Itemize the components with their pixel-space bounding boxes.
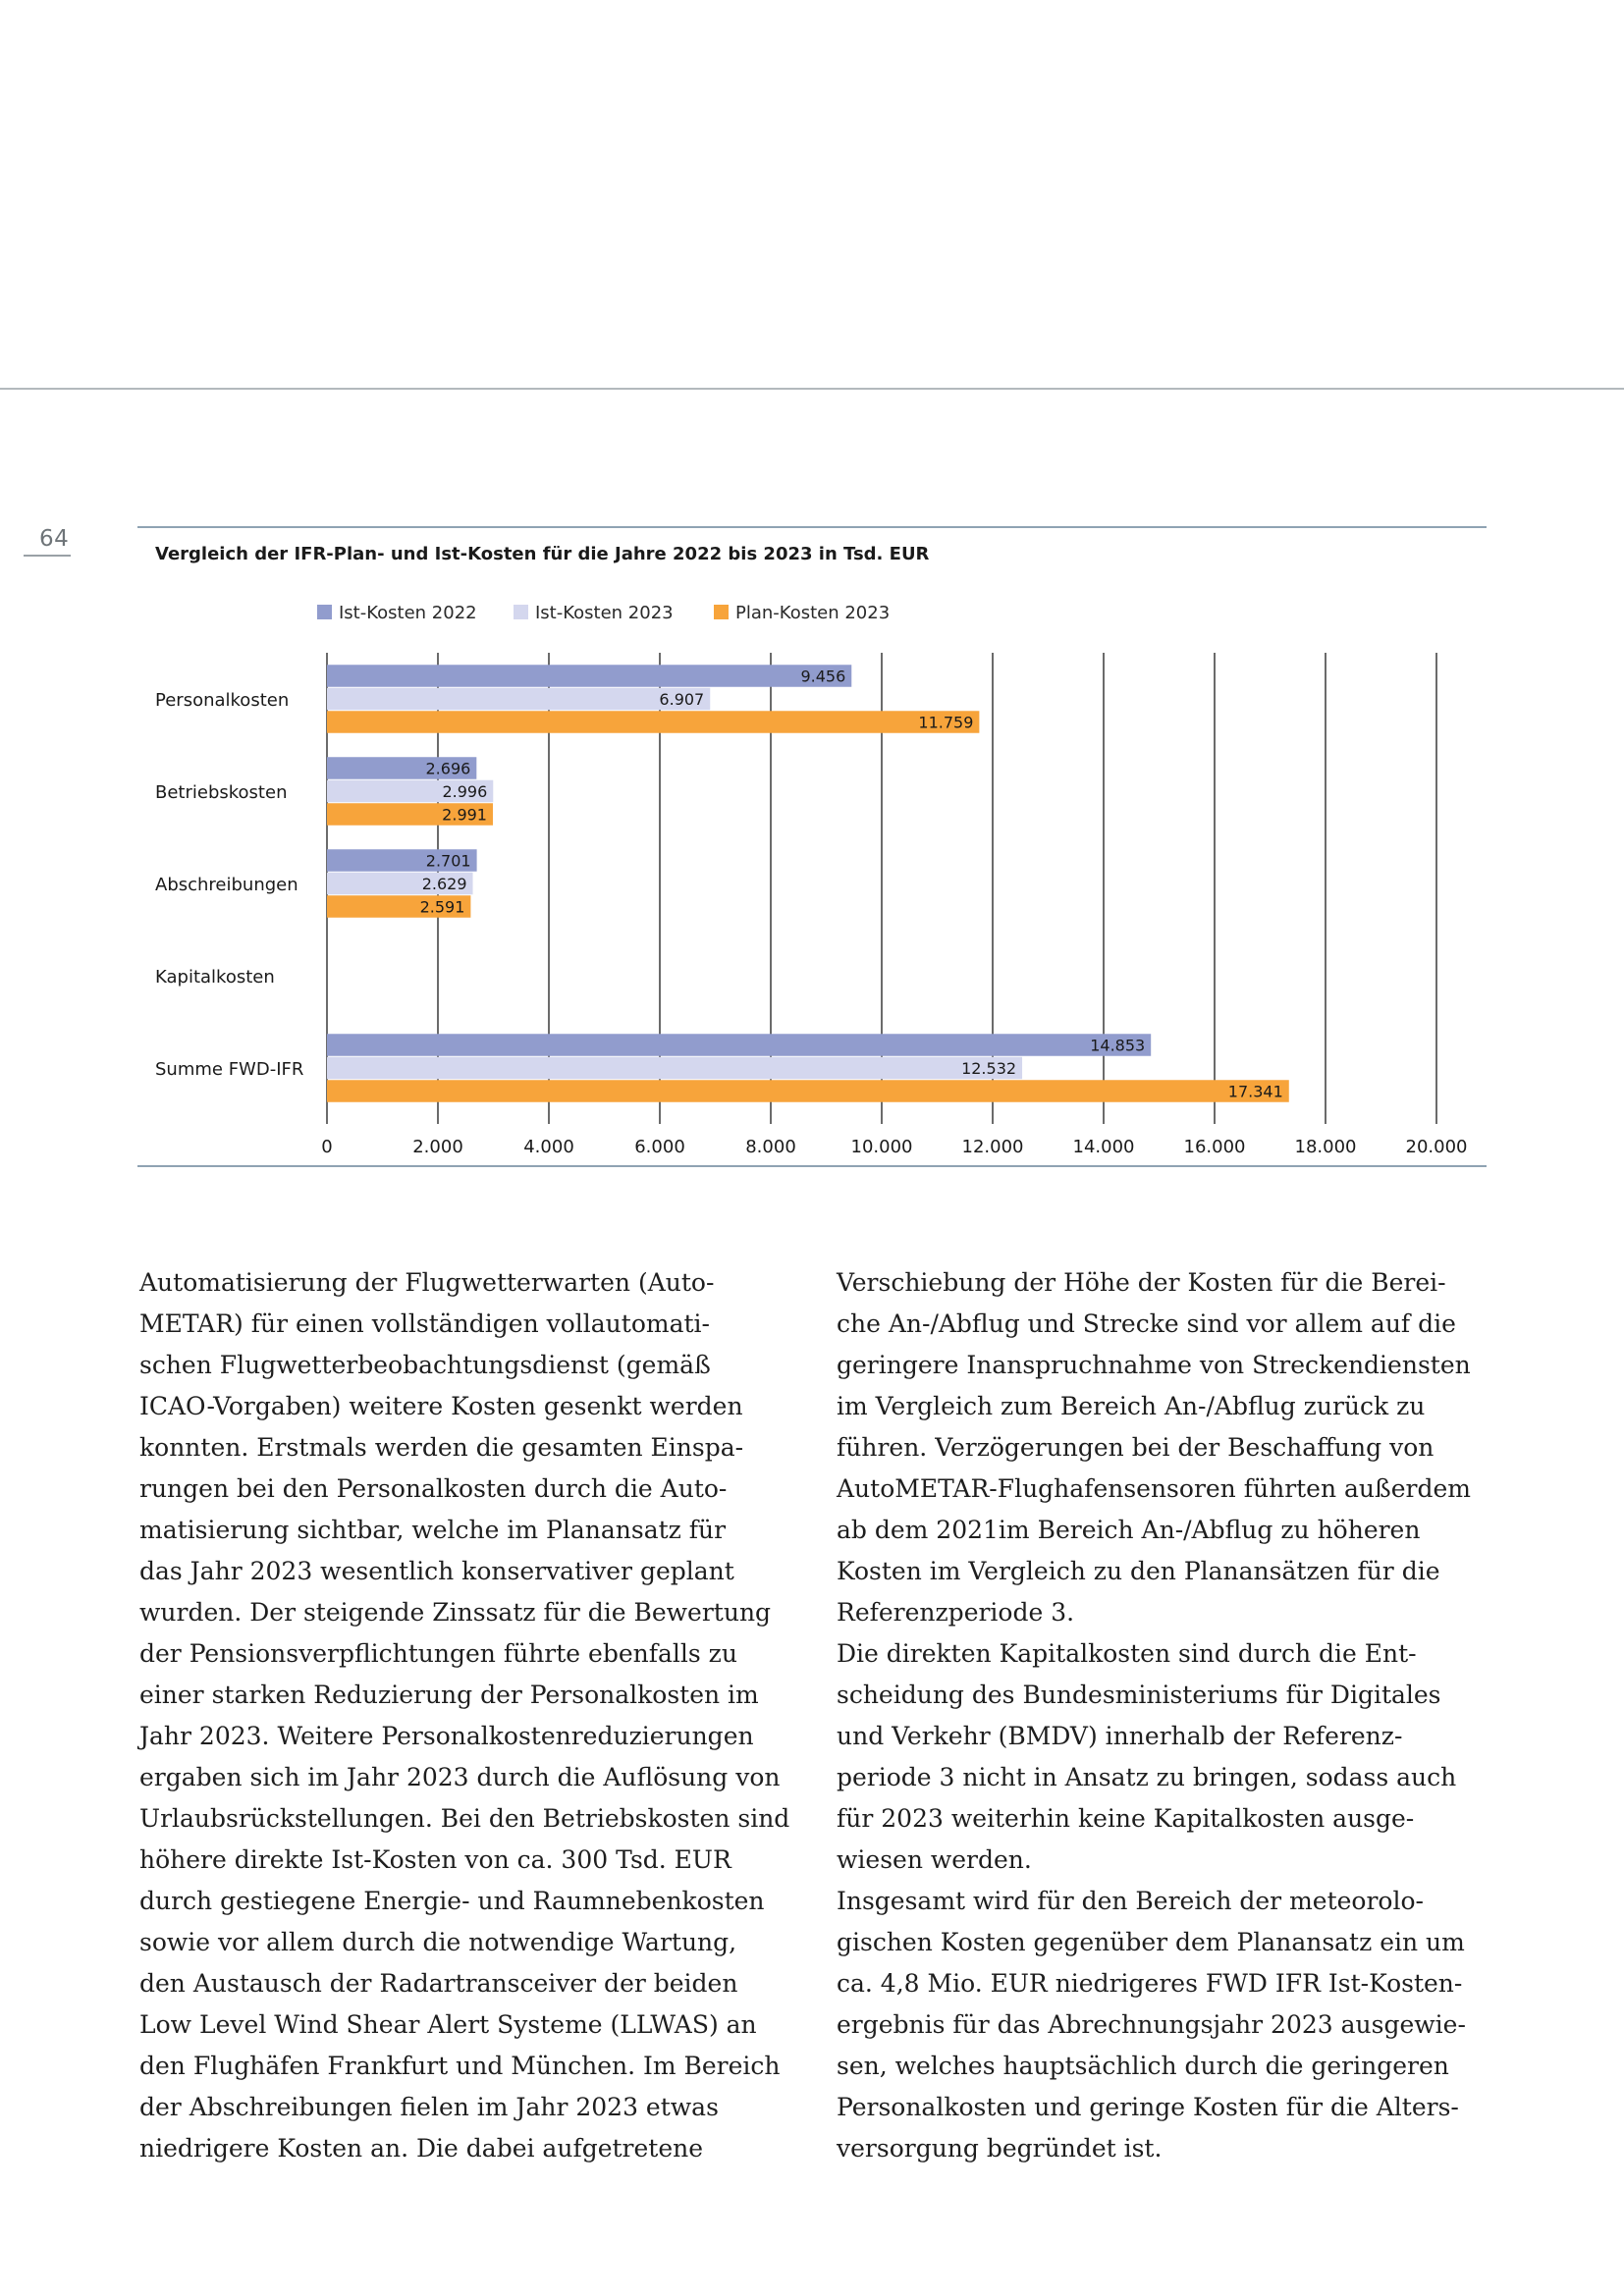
- bar-value-label: 2.991: [442, 805, 487, 825]
- page-number: 64: [39, 526, 70, 552]
- text-line: gischen Kosten gegenüber dem Planansatz ein um: [837, 1928, 1465, 1956]
- text-line: Personalkosten und geringe Kosten für die Alters-: [837, 2093, 1459, 2121]
- category-label: Summe FWD-IFR: [155, 1059, 304, 1080]
- bar-value-label: 6.907: [659, 690, 705, 709]
- bar-chart: [137, 579, 1487, 1164]
- text-line: für 2023 weiterhin keine Kapitalkosten ausge-: [837, 1804, 1415, 1833]
- bar: [327, 1080, 1289, 1102]
- chart-legend: [317, 603, 890, 623]
- text-line: ab dem 2021im Bereich An-/Abflug zu höheren: [837, 1516, 1421, 1544]
- category-label: Betriebskosten: [155, 782, 288, 803]
- page-number-underline: [24, 555, 71, 557]
- text-line: rungen bei den Personalkosten durch die Auto-: [139, 1474, 728, 1503]
- x-tick-label: 6.000: [634, 1137, 685, 1157]
- text-line: höhere direkte Ist-Kosten von ca. 300 Tsd. EUR: [139, 1845, 731, 1874]
- text-line: matisierung sichtbar, welche im Planansatz für: [139, 1516, 727, 1544]
- text-line: durch gestiegene Energie- und Raumnebenkosten: [139, 1887, 765, 1915]
- bar-value-label: 2.701: [425, 851, 471, 871]
- legend-item: [514, 603, 674, 623]
- text-line: der Pensionsverpflichtungen führte ebenfalls zu: [139, 1639, 737, 1668]
- text-line: konnten. Erstmals werden die gesamten Einspa-: [139, 1433, 744, 1462]
- category-label: Personalkosten: [155, 690, 290, 711]
- header-divider: [0, 388, 1624, 390]
- x-tick-label: 16.000: [1183, 1137, 1246, 1157]
- chart-title: Vergleich der IFR-Plan- und Ist-Kosten für die Jahre 2022 bis 2023 in Tsd. EUR: [155, 544, 930, 564]
- bar: [327, 1034, 1151, 1056]
- text-line: Die direkten Kapitalkosten sind durch die Ent-: [837, 1639, 1417, 1668]
- text-line: ergebnis für das Abrechnungsjahr 2023 ausgewie-: [837, 2010, 1466, 2039]
- bar: [327, 1057, 1022, 1080]
- x-tick-label: 2.000: [412, 1137, 463, 1157]
- text-line: niedrigere Kosten an. Die dabei aufgetretene: [139, 2134, 704, 2163]
- text-line: im Vergleich zum Bereich An-/Abflug zurück zu: [837, 1392, 1426, 1420]
- bar-value-label: 2.996: [442, 782, 488, 801]
- text-line: wurden. Der steigende Zinssatz für die Bewertung: [139, 1598, 772, 1627]
- text-line: den Austausch der Radartransceiver der beiden: [139, 1969, 738, 1998]
- x-tick-label: 20.000: [1405, 1137, 1468, 1157]
- text-line: Jahr 2023. Weitere Personalkostenreduzierungen: [139, 1722, 754, 1750]
- bar-value-label: 17.341: [1227, 1082, 1283, 1101]
- text-line: Automatisierung der Flugwetterwarten (Auto-: [139, 1268, 715, 1297]
- text-line: METAR) für einen vollständigen vollautomati-: [139, 1309, 710, 1338]
- legend-label: Ist-Kosten 2022: [339, 603, 477, 623]
- text-line: ICAO-Vorgaben) weitere Kosten gesenkt werden: [139, 1392, 743, 1420]
- text-line: Referenzperiode 3.: [837, 1598, 1075, 1627]
- bar-value-label: 2.591: [419, 897, 465, 917]
- chart-bottom-rule: [137, 1165, 1487, 1167]
- category-label: Kapitalkosten: [155, 967, 275, 988]
- category-label: Abschreibungen: [155, 875, 298, 895]
- x-tick-label: 14.000: [1072, 1137, 1135, 1157]
- text-line: führen. Verzögerungen bei der Beschaffung von: [837, 1433, 1435, 1462]
- bar: [327, 665, 851, 687]
- text-line: schen Flugwetterbeobachtungsdienst (gemäß: [139, 1351, 711, 1379]
- bar-value-label: 11.759: [918, 713, 974, 732]
- x-tick-label: 8.000: [745, 1137, 796, 1157]
- text-line: Low Level Wind Shear Alert Systeme (LLWAS) an: [139, 2010, 757, 2039]
- legend-label: Plan-Kosten 2023: [735, 603, 891, 623]
- text-line: Urlaubsrückstellungen. Bei den Betriebskosten sind: [139, 1804, 790, 1833]
- chart-top-rule: [137, 526, 1487, 528]
- text-line: sowie vor allem durch die notwendige Wartung,: [139, 1928, 737, 1956]
- text-line: das Jahr 2023 wesentlich konservativer geplant: [139, 1557, 734, 1585]
- body-text-left-column: [139, 1262, 799, 2169]
- text-line: ergaben sich im Jahr 2023 durch die Auflösung von: [139, 1763, 781, 1791]
- text-line: versorgung begründet ist.: [837, 2134, 1163, 2163]
- bar-value-label: 9.456: [800, 667, 846, 686]
- text-line: Kosten im Vergleich zu den Planansätzen für die: [837, 1557, 1440, 1585]
- x-tick-label: 18.000: [1294, 1137, 1357, 1157]
- text-line: geringere Inanspruchnahme von Streckendiensten: [837, 1351, 1471, 1379]
- bar: [327, 711, 979, 733]
- body-text-right-column: [837, 1262, 1496, 2169]
- text-line: und Verkehr (BMDV) innerhalb der Referenz-: [837, 1722, 1403, 1750]
- x-tick-label: 0: [321, 1137, 333, 1157]
- legend-swatch: [714, 605, 729, 619]
- bar-value-label: 2.629: [421, 875, 467, 893]
- x-tick-label: 10.000: [850, 1137, 913, 1157]
- bar-value-label: 2.696: [425, 759, 471, 778]
- text-line: scheidung des Bundesministeriums für Digitales: [837, 1681, 1441, 1709]
- text-line: periode 3 nicht in Ansatz zu bringen, sodass auch: [837, 1763, 1457, 1791]
- text-line: wiesen werden.: [837, 1845, 1032, 1874]
- text-line: Verschiebung der Höhe der Kosten für die Berei-: [837, 1268, 1446, 1297]
- text-line: ca. 4,8 Mio. EUR niedrigeres FWD IFR Ist-Kosten-: [837, 1969, 1463, 1998]
- text-line: der Abschreibungen fielen im Jahr 2023 etwas: [139, 2093, 719, 2121]
- text-line: den Flughäfen Frankfurt und München. Im Bereich: [139, 2052, 781, 2080]
- x-tick-label: 12.000: [961, 1137, 1024, 1157]
- text-line: che An-/Abflug und Strecke sind vor allem auf die: [837, 1309, 1456, 1338]
- chart-category-labels: [155, 690, 303, 1080]
- bar-value-label: 14.853: [1090, 1036, 1146, 1055]
- x-tick-label: 4.000: [523, 1137, 574, 1157]
- text-line: AutoMETAR-Flughafensensoren führten außerdem: [837, 1474, 1471, 1503]
- text-line: einer starken Reduzierung der Personalkosten im: [139, 1681, 759, 1709]
- legend-item: [317, 603, 477, 623]
- legend-label: Ist-Kosten 2023: [535, 603, 674, 623]
- bar: [327, 688, 710, 711]
- text-line: sen, welches hauptsächlich durch die geringeren: [837, 2052, 1449, 2080]
- chart-x-axis: [321, 1137, 1467, 1157]
- legend-swatch: [514, 605, 528, 619]
- legend-item: [714, 603, 890, 623]
- bar-value-label: 12.532: [961, 1059, 1017, 1078]
- legend-swatch: [317, 605, 332, 619]
- text-line: Insgesamt wird für den Bereich der meteorolo-: [837, 1887, 1424, 1915]
